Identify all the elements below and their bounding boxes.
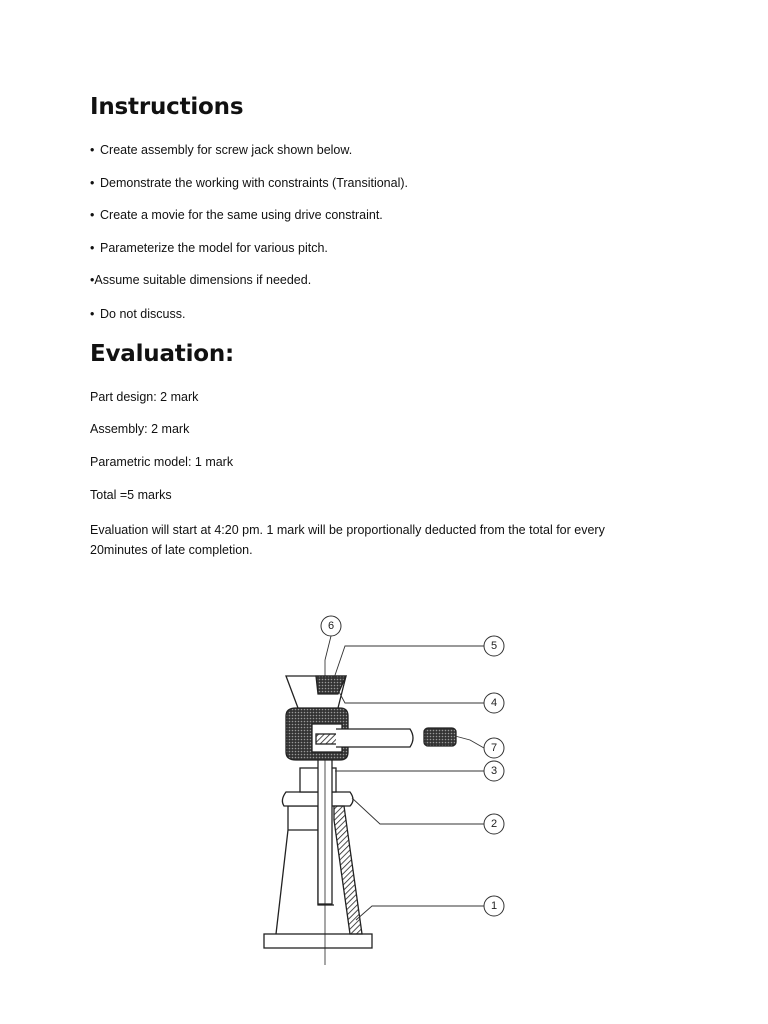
eval-line-part-design: Part design: 2 mark (90, 390, 199, 404)
svg-text:2: 2 (490, 818, 498, 830)
callout-6 (321, 616, 341, 636)
instruction-item: • Create assembly for screw jack shown below. (90, 143, 353, 157)
callout-7 (484, 738, 504, 758)
svg-text:4: 4 (490, 697, 498, 709)
svg-text:7: 7 (490, 742, 498, 754)
callout-3 (484, 761, 504, 781)
callout-1 (484, 896, 504, 916)
evaluation-note: Evaluation will start at 4:20 pm. 1 mark will be proportionally deducted from the total for every 20minutes of late completion. (90, 523, 605, 557)
svg-text:5: 5 (490, 640, 498, 652)
eval-line-total: Total =5 marks (90, 488, 172, 502)
callout-2 (484, 814, 504, 834)
bullet-icon: • (90, 143, 95, 157)
callout-5 (484, 636, 504, 656)
eval-line-assembly: Assembly: 2 mark (90, 422, 190, 436)
svg-text:1: 1 (490, 900, 498, 912)
svg-text:6: 6 (327, 620, 335, 632)
svg-text:3: 3 (490, 765, 498, 777)
instructions-heading: Instructions (90, 94, 244, 120)
instruction-item: •Assume suitable dimensions if needed. (90, 273, 312, 287)
eval-line-parametric: Parametric model: 1 mark (90, 455, 234, 469)
evaluation-heading: Evaluation: (90, 341, 235, 367)
bullet-icon: • (90, 273, 95, 287)
bullet-icon: • (90, 241, 95, 255)
instruction-item: • Parameterize the model for various pitch. (90, 241, 328, 255)
bullet-icon: • (90, 307, 95, 321)
bullet-icon: • (90, 176, 95, 190)
instruction-item: • Do not discuss. (90, 307, 186, 321)
bullet-icon: • (90, 208, 95, 222)
instruction-item: • Create a movie for the same using drive constraint. (90, 208, 383, 222)
callout-4 (484, 693, 504, 713)
tommy-bar (336, 728, 456, 747)
instruction-item: • Demonstrate the working with constraints (Transitional). (90, 176, 408, 190)
